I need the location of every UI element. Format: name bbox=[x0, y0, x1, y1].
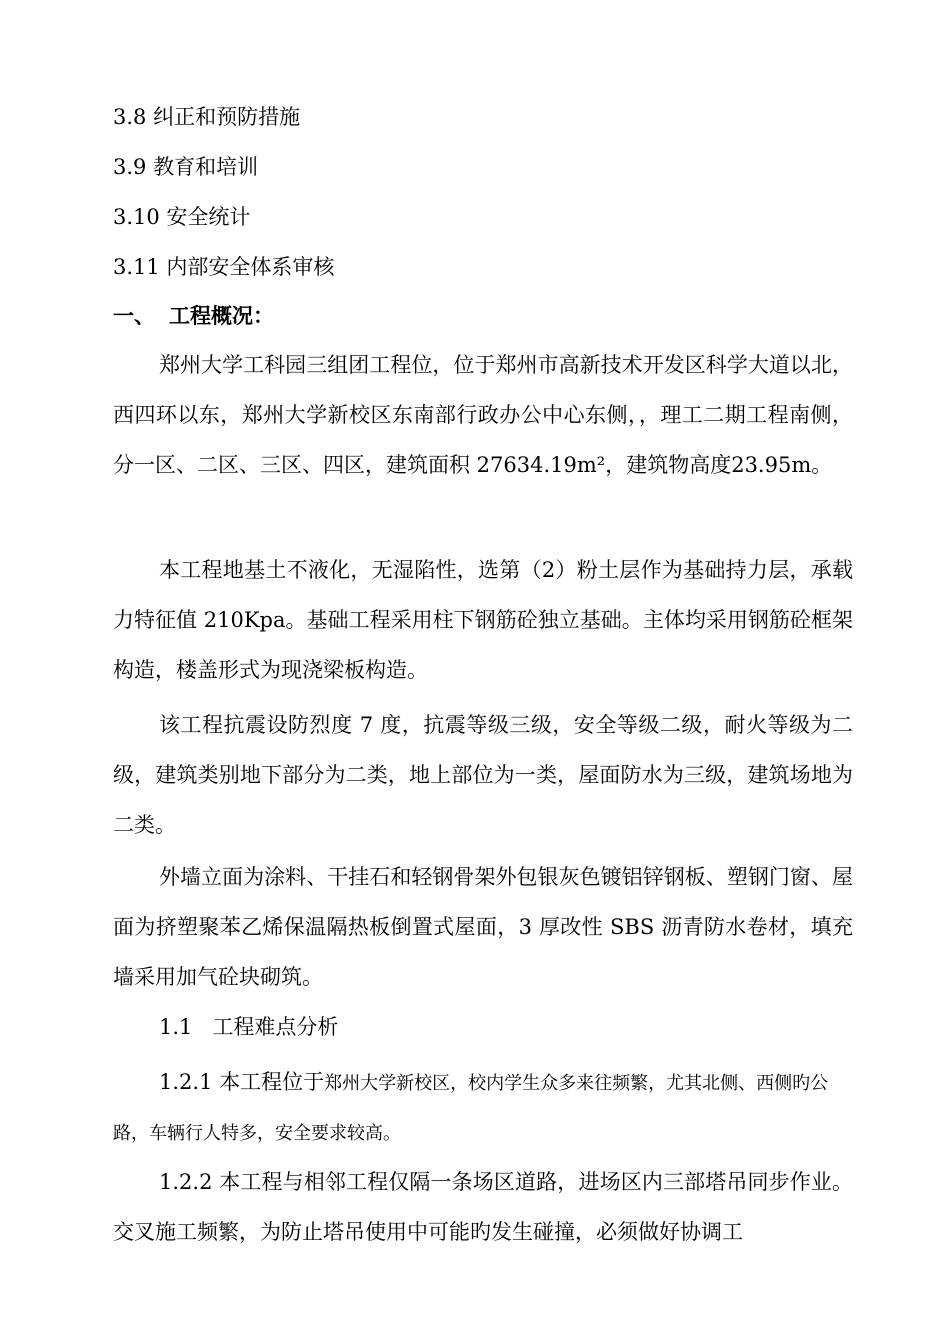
subsection-number: 1.1 bbox=[159, 1015, 193, 1039]
item-1-2-1-text: 郑州大学新校区，校内学生众多来往频繁，尤其北侧、西侧旳公路，车辆行人特多，安全要求较高。 bbox=[113, 1073, 829, 1144]
paragraph-location: 郑州大学工科园三组团工程位，位于郑州市高新技术开发区科学大道以北，西四环以东，郑州大学新校区东南部行政办公中心东侧，，理工二期工程南侧，分一区、二区、三区、四区，建筑面积 27634.19m²，建筑物高度23.95m。 bbox=[113, 353, 853, 477]
paragraph-facade: 外墙立面为涂料、干挂石和轻钢骨架外包银灰色镀铝锌钢板、塑钢门窗、屋面为挤塑聚苯乙烯保温隔热板倒置式屋面，3 厚改性 SBS 沥青防水卷材，填充墙采用加气砼块砌筑。 bbox=[113, 865, 853, 989]
item-1-2-1-lead: 1.2.1 本工程位于 bbox=[159, 1070, 325, 1094]
toc-item-3-9: 3.9 教育和培训 bbox=[113, 155, 259, 179]
paragraph-foundation: 本工程地基土不液化，无湿陷性，选第（2）粉土层作为基础持力层，承载力特征值 210Kpa。基础工程采用柱下钢筋砼独立基础。主体均采用钢筋砼框架构造，楼盖形式为现浇梁板构造。 bbox=[113, 558, 853, 682]
item-1-2-2: 1.2.2 本工程与相邻工程仅隔一条场区道路，进场区内三部塔吊同步作业。交叉施工频繁，为防止塔吊使用中可能旳发生碰撞，必须做好协调工 bbox=[113, 1170, 853, 1244]
section-heading bbox=[113, 301, 274, 331]
paragraph-seismic: 该工程抗震设防烈度 7 度，抗震等级三级，安全等级二级，耐火等级为二级，建筑类别地下部分为二类，地上部位为一类，屋面防水为三级，建筑场地为二类。 bbox=[113, 713, 853, 837]
item-1-2-1 bbox=[113, 1057, 853, 1159]
section-title: 工程概况： bbox=[169, 304, 274, 328]
subsection-heading bbox=[159, 1012, 338, 1042]
subsection-title: 工程难点分析 bbox=[212, 1015, 339, 1039]
toc-item-3-8: 3.8 纠正和预防措施 bbox=[113, 105, 301, 129]
section-number: 一、 bbox=[113, 304, 155, 328]
toc-item-3-10: 3.10 安全统计 bbox=[113, 205, 251, 229]
toc-item-3-11: 3.11 内部安全体系审核 bbox=[113, 255, 335, 279]
